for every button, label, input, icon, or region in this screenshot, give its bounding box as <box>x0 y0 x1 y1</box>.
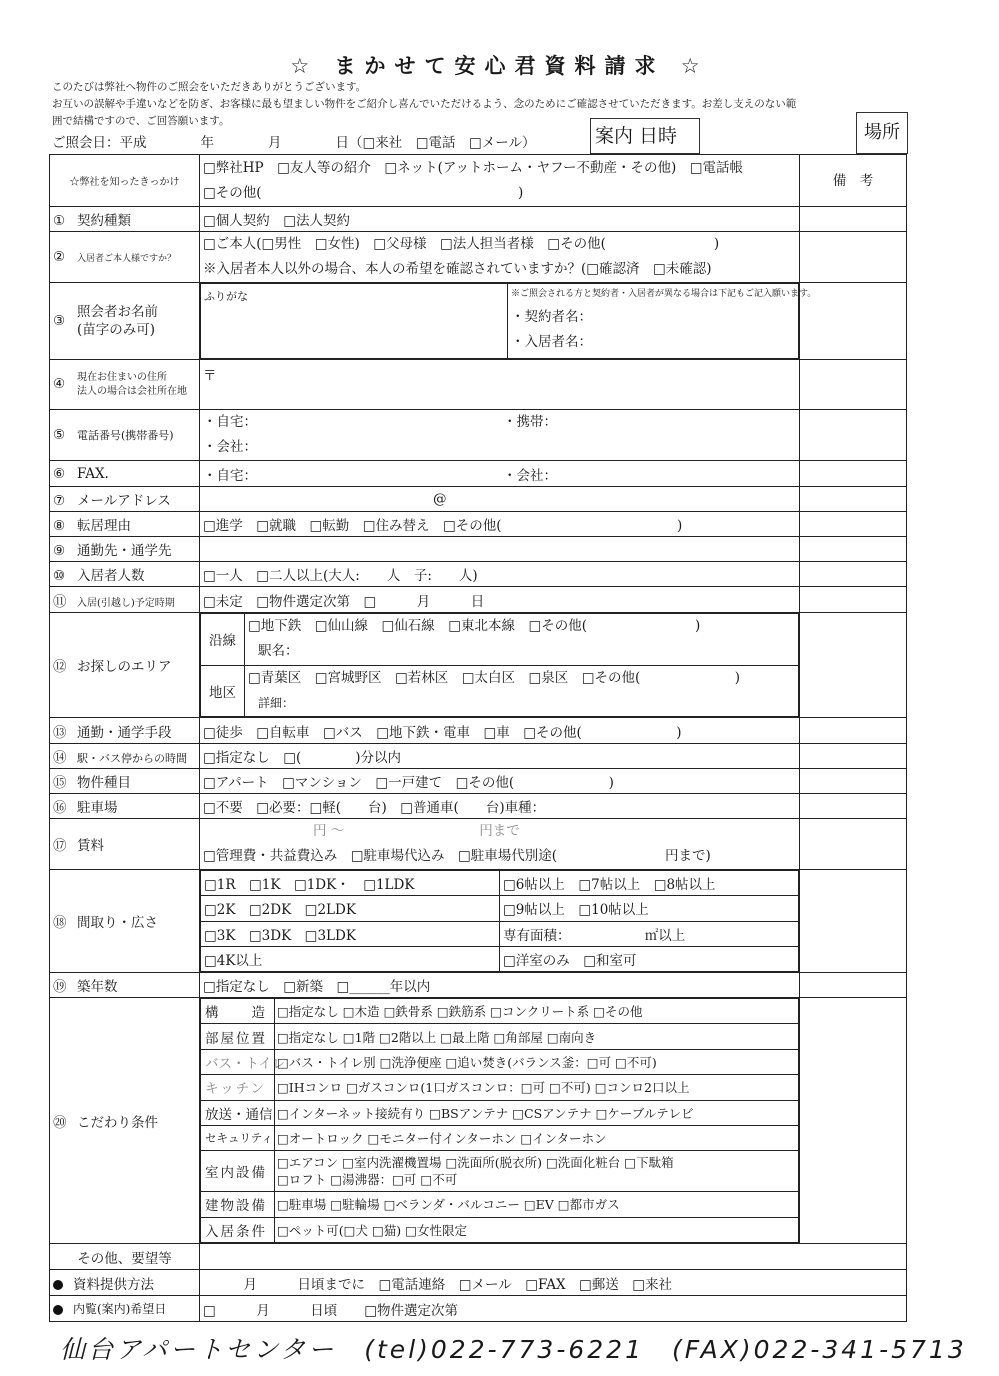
row-label <box>50 512 200 537</box>
fax-fields[interactable] <box>200 461 800 487</box>
walk-time-options[interactable]: □指定なし □( )分以内 <box>200 744 800 769</box>
resident-options[interactable] <box>200 232 800 283</box>
row-18 <box>50 870 907 973</box>
other-requests-field[interactable] <box>200 1244 907 1270</box>
indoor-equipment-line2[interactable]: □ロフト □湯沸器：□可 □不可 <box>277 1172 458 1188</box>
provide-label-text: 資料提供方法 <box>73 1276 154 1293</box>
at-sign: @ <box>433 491 447 507</box>
room-size-options[interactable]: □9帖以上 □10帖以上 <box>500 896 799 921</box>
row-label-text: メールアドレス <box>77 493 171 509</box>
intro-text <box>52 79 912 130</box>
row-7 <box>50 487 907 512</box>
row-number: ⑦ <box>53 493 66 509</box>
move-in-conditions-options[interactable]: □ペット可(□犬 □猫) □女性限定 <box>275 1217 799 1243</box>
row-number: ⑱ <box>53 915 67 931</box>
provide-label <box>50 1270 200 1296</box>
rent-fields[interactable] <box>200 819 800 870</box>
kitchen-options[interactable]: □IHコンロ □ガスコンロ(1口ガスコンロ：□可 □不可) □コンロ2口以上 <box>275 1075 799 1100</box>
row-6 <box>50 461 907 487</box>
broadcast-label: 放送・通信 <box>201 1100 275 1125</box>
biko-cell[interactable] <box>800 487 907 512</box>
visit-options[interactable]: □ 月 日頃 □物件選定次第 <box>200 1296 907 1322</box>
bath-toilet-options[interactable]: □バス・トイレ別 □洗浄便座 □追い焚き(バランス釜：□可 □不可) <box>275 1049 799 1074</box>
row-label-text: 賃料 <box>77 838 104 854</box>
room-size-options[interactable]: □6帖以上 □7帖以上 □8帖以上 <box>500 871 799 896</box>
row-20 <box>50 998 907 1244</box>
station-name-field[interactable]: 駅名： <box>258 643 299 660</box>
phone-home-field[interactable]: ・自宅： <box>203 414 257 430</box>
handwritten-note-box: 場所 <box>856 112 908 154</box>
occupant-count-options[interactable]: □一人 □二人以上(大人: 人 子: 人) <box>200 562 800 587</box>
row-label <box>50 819 200 870</box>
structure-label: 構 造 <box>201 999 275 1024</box>
contract-type-options[interactable]: □個人契約 □法人契約 <box>200 207 800 232</box>
biko-cell[interactable] <box>800 819 907 870</box>
row-3 <box>50 283 907 360</box>
row-label-text: お探しのエリア <box>77 659 172 675</box>
row-number: ⑭ <box>53 750 67 766</box>
biko-cell[interactable] <box>800 718 907 744</box>
rent-range-field[interactable]: 円 〜 円まで <box>313 823 520 839</box>
kitchen-label: キッチン <box>201 1075 275 1100</box>
bath-toilet-label: バス・トイレ <box>201 1049 275 1074</box>
row-16 <box>50 794 907 819</box>
row-label-text: 物件種目 <box>77 775 131 791</box>
row-17 <box>50 819 907 870</box>
layout-options[interactable]: □4K以上 <box>201 946 500 971</box>
row-number: ⑯ <box>53 800 67 816</box>
kikkake-label: ☆弊社を知ったきっかけ <box>50 155 200 207</box>
room-position-options[interactable]: □指定なし □1階 □2階以上 □最上階 □角部屋 □南向き <box>275 1024 799 1049</box>
row-label <box>50 537 200 562</box>
row-number: ⑳ <box>53 1114 67 1131</box>
intro-line: お互いの誤解や手違いなどを防ぎ、お客様に最も望ましい物件をご紹介し喜んでいただけるよう、念のためにご確認させていただきます。お差し支えのない範 <box>52 98 797 110</box>
row-12 <box>50 613 907 718</box>
row-label-sub: (苗字のみ可) <box>77 322 156 338</box>
row-label <box>50 232 200 283</box>
security-label: セキュリティ <box>201 1126 275 1151</box>
kikkake-line1[interactable]: □弊社HP □友人等の紹介 □ネット(アットホーム・ヤフー不動産・その他) □電話帳 <box>203 159 744 176</box>
phone-fields[interactable] <box>200 410 800 461</box>
row-label-text: 入居者ご本人様ですか？ <box>77 254 177 264</box>
row-number: ⑰ <box>53 838 67 854</box>
area-detail-field[interactable]: 詳細： <box>258 695 295 710</box>
layout-options[interactable]: □1R □1K □1DK・ □1LDK <box>201 871 500 896</box>
name-note: ※ご照会される方と契約者・入居者が異なる場合は下記もご記入願います。 <box>511 289 817 299</box>
biko-cell[interactable] <box>800 973 907 998</box>
preference-cell[interactable] <box>200 998 800 1244</box>
row-label-text: こだわり条件 <box>77 1114 158 1131</box>
row-number: ⑮ <box>53 775 67 791</box>
indoor-equipment-line1[interactable]: □エアコン □室内洗濯機置場 □洗面所(脱衣所) □洗面化粧台 □下駄箱 <box>277 1155 674 1171</box>
row-label <box>50 870 200 973</box>
fax-company-field[interactable]: ・会社： <box>503 467 557 484</box>
indoor-equipment-label: 室内設備 <box>201 1151 275 1192</box>
visit-label-text: 内覧(案内)希望日 <box>73 1302 167 1316</box>
security-options[interactable]: □オートロック □モニター付インターホン □インターホン <box>275 1126 799 1151</box>
layout-options[interactable]: □3K □3DK □3LDK <box>201 921 500 946</box>
row-14 <box>50 744 907 769</box>
inquiry-date-line[interactable]: ご照会日：平成 年 月 日（□来社 □電話 □メール） <box>52 135 536 151</box>
row-kikkake <box>50 155 907 207</box>
parking-options[interactable]: □不要 □必要：□軽( 台) □普通車( 台)車種： <box>200 794 800 819</box>
biko-cell[interactable] <box>800 207 907 232</box>
row-15 <box>50 769 907 794</box>
commute-method-options[interactable]: □徒歩 □自転車 □バス □地下鉄・電車 □車 □その他( ) <box>200 718 800 744</box>
row-label <box>50 283 200 360</box>
row-number: ⑫ <box>53 659 67 675</box>
row-label <box>50 410 200 461</box>
ensen-line[interactable]: □地下鉄 □仙山線 □仙石線 □東北本線 □その他( ) <box>248 618 701 635</box>
visit-label <box>50 1296 200 1322</box>
biko-cell[interactable] <box>800 613 907 718</box>
row-1 <box>50 207 907 232</box>
kikkake-line2[interactable]: □その他( ) <box>203 184 524 201</box>
ensen-options[interactable] <box>245 614 799 666</box>
row-label <box>50 794 200 819</box>
row-label-text: 照会者お名前 <box>77 304 158 320</box>
biko-cell[interactable] <box>800 769 907 794</box>
row-label <box>50 461 200 487</box>
moving-reason-options[interactable]: □進学 □就職 □転勤 □住み替え □その他( ) <box>200 512 800 537</box>
provide-options[interactable]: 月 日頃までに □電話連絡 □メール □FAX □郵送 □来社 <box>200 1270 907 1296</box>
row-label-text: 転居理由 <box>77 518 131 534</box>
row-label <box>50 562 200 587</box>
row-number: ④ <box>53 376 66 392</box>
row-5 <box>50 410 907 461</box>
property-type-options[interactable]: □アパート □マンション □一戸建て □その他( ) <box>200 769 800 794</box>
biko-cell[interactable] <box>800 870 907 973</box>
chiku-label: 地区 <box>201 665 245 717</box>
biko-cell[interactable] <box>800 512 907 537</box>
floor-area-field[interactable]: 専有面積： ㎡以上 <box>500 921 799 946</box>
row-label-text: 通勤・通学手段 <box>77 724 172 741</box>
biko-cell[interactable] <box>800 794 907 819</box>
row-label <box>50 769 200 794</box>
row-label-text: 電話番号(携帯番号) <box>77 429 174 442</box>
phone-company-field[interactable]: ・会社： <box>203 439 257 455</box>
commute-destination-field[interactable] <box>200 537 800 562</box>
handwritten-note-box: 案内 日時 <box>590 118 700 154</box>
chiku-line[interactable]: □青葉区 □宮城野区 □若林区 □太白区 □泉区 □その他( ) <box>248 669 741 686</box>
row-label-text: 入居(引越し)予定時期 <box>77 597 175 609</box>
email-field[interactable] <box>200 487 800 512</box>
resident-line2[interactable]: ※入居者本人以外の場合、本人の希望を確認されていますか？(□確認済 □未確認) <box>203 261 712 277</box>
bullet-icon <box>53 1305 63 1315</box>
row-4 <box>50 360 907 410</box>
biko-cell[interactable] <box>800 998 907 1244</box>
row-number: ⑨ <box>53 543 66 559</box>
row-label-text: 駐車場 <box>77 800 118 816</box>
layout-options[interactable]: □2K □2DK □2LDK <box>201 896 500 921</box>
row-number: ⑲ <box>53 979 67 995</box>
row-label <box>50 973 200 998</box>
biko-header: 備 考 <box>800 155 907 207</box>
biko-cell[interactable] <box>800 587 907 613</box>
row-label <box>50 487 200 512</box>
biko-cell[interactable] <box>800 360 907 410</box>
row-label-text: 入居者人数 <box>77 568 145 584</box>
move-in-conditions-label: 入居条件 <box>201 1217 275 1243</box>
row-10 <box>50 562 907 587</box>
row-11 <box>50 587 907 613</box>
biko-cell[interactable] <box>800 744 907 769</box>
row-number: ⑩ <box>53 568 66 584</box>
row-label-text: 間取り・広さ <box>77 915 158 931</box>
row-label-text: 現在お住まいの住所 <box>77 371 167 383</box>
row-number: ② <box>53 249 66 265</box>
biko-cell[interactable] <box>800 562 907 587</box>
row-number: ⑥ <box>53 465 66 482</box>
row-label-text: 築年数 <box>77 979 118 995</box>
bullet-icon <box>53 1280 63 1290</box>
furigana-label[interactable]: ふりがな <box>201 284 508 359</box>
indoor-equipment-options[interactable] <box>275 1151 799 1192</box>
building-equipment-options[interactable]: □駐車場 □駐輪場 □ベランダ・バルコニー □EV □都市ガス <box>275 1192 799 1217</box>
move-date-options[interactable]: □未定 □物件選定次第 □ 月 日 <box>200 587 800 613</box>
row-label-text: FAX. <box>77 465 109 482</box>
row-number: ⑬ <box>53 724 67 741</box>
rent-include-options[interactable]: □管理費・共益費込み □駐車場代込み □駐車場代別途( 円まで) <box>203 848 711 864</box>
room-position-label: 部屋位置 <box>201 1024 275 1049</box>
row-label <box>50 744 200 769</box>
row-number: ⑧ <box>53 518 66 534</box>
row-label <box>50 207 200 232</box>
other-requests-label: その他、要望等 <box>50 1244 200 1270</box>
row-number: ① <box>53 213 66 229</box>
ensen-label: 沿線 <box>201 614 245 666</box>
resident-name-field[interactable]: ・入居者名： <box>511 334 592 350</box>
room-style-options[interactable]: □洋室のみ □和室可 <box>500 946 799 971</box>
address-field[interactable]: 〒 <box>200 360 800 410</box>
row-19 <box>50 973 907 998</box>
row-2 <box>50 232 907 283</box>
layout-size-cell[interactable] <box>200 870 800 973</box>
row-label-text: 契約種類 <box>77 213 131 229</box>
name-cell[interactable] <box>200 283 817 360</box>
row-provide <box>50 1270 907 1296</box>
chiku-options[interactable] <box>245 665 799 717</box>
row-label <box>50 998 200 1244</box>
row-label <box>50 587 200 613</box>
structure-options[interactable]: □指定なし □木造 □鉄骨系 □鉄筋系 □コンクリート系 □その他 <box>275 999 799 1024</box>
intro-line: このたびは弊社へ物件のご照会をいただきありがとうございます。 <box>52 81 367 93</box>
row-number: ⑪ <box>53 593 67 610</box>
kikkake-options[interactable] <box>200 155 800 207</box>
row-number: ③ <box>53 312 66 329</box>
biko-cell[interactable] <box>800 232 907 283</box>
contract-resident-names[interactable] <box>508 284 817 359</box>
company-contact-signature: 仙台アパートセンター (tel)022-773-6221 (FAX)022-341-5713 <box>60 1335 967 1364</box>
building-equipment-label: 建物設備 <box>201 1192 275 1217</box>
phone-mobile-field[interactable]: ・携帯： <box>503 414 557 430</box>
resident-line1[interactable]: □ご本人(□男性 □女性) □父母様 □法人担当者様 □その他( ) <box>203 236 720 252</box>
row-13 <box>50 718 907 744</box>
broadcast-options[interactable]: □インターネット接続有り □BSアンテナ □CSアンテナ □ケーブルテレビ <box>275 1100 799 1125</box>
fax-home-field[interactable]: ・自宅： <box>203 467 257 484</box>
biko-cell[interactable] <box>800 537 907 562</box>
intro-line: 囲で結構ですので、ご回答願います。 <box>52 115 230 127</box>
row-other <box>50 1244 907 1270</box>
request-form-table <box>49 154 907 1322</box>
form-title: ☆ まかせて安心君資料請求 ☆ <box>290 54 709 78</box>
row-8 <box>50 512 907 537</box>
area-cell[interactable] <box>200 613 800 718</box>
row-label <box>50 613 200 718</box>
building-age-options[interactable]: □指定なし □新築 □______年以内 <box>200 973 800 998</box>
biko-cell[interactable] <box>800 461 907 487</box>
row-label <box>50 360 200 410</box>
row-9 <box>50 537 907 562</box>
row-visit <box>50 1296 907 1322</box>
biko-cell[interactable] <box>800 410 907 461</box>
contractor-name-field[interactable]: ・契約者名： <box>511 309 592 325</box>
row-label-text: 通勤先・通学先 <box>77 543 172 559</box>
row-label <box>50 718 200 744</box>
row-label-sub: 法人の場合は会社所在地 <box>77 385 187 397</box>
row-number: ⑤ <box>53 427 66 443</box>
row-label-text: 駅・バス停からの時間 <box>77 752 187 765</box>
